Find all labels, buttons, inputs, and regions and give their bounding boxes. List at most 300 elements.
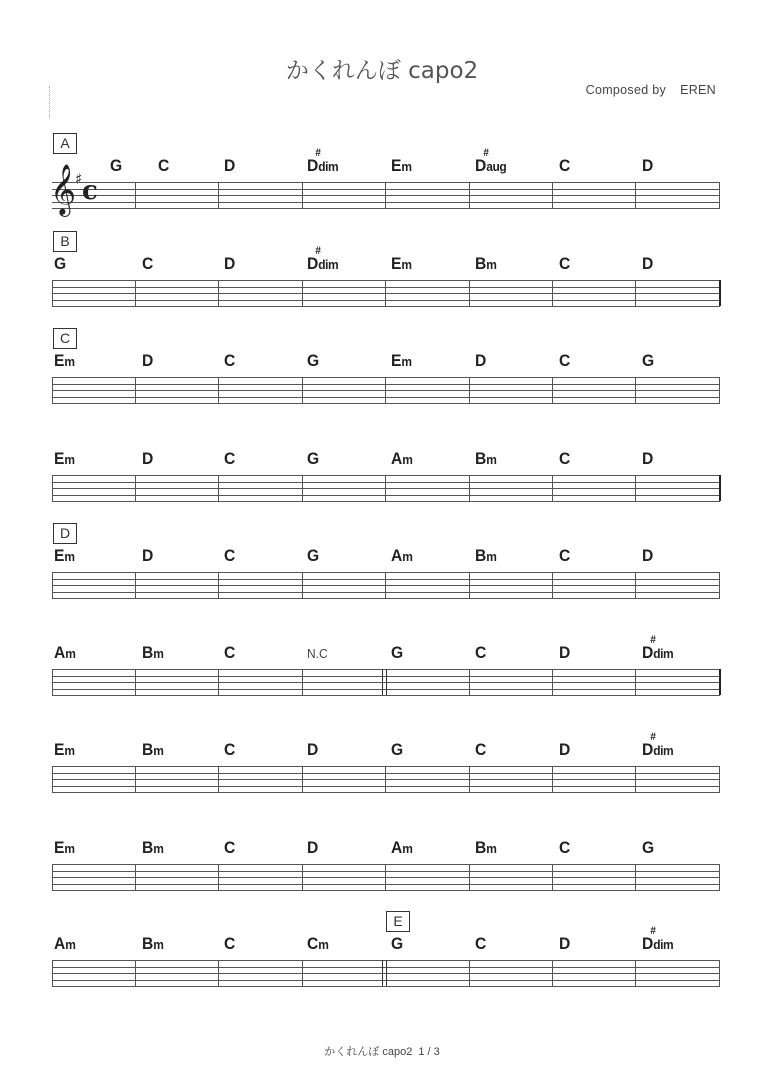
- chord-root: D: [559, 740, 571, 759]
- chord-root: C: [475, 934, 487, 953]
- barline: [218, 766, 219, 792]
- chord-quality: m: [486, 841, 497, 856]
- barline: [302, 864, 303, 890]
- barline: [469, 669, 470, 695]
- chord-root: C: [559, 546, 571, 565]
- chord-symbol: [642, 449, 653, 469]
- barline: [552, 377, 553, 403]
- barline: [635, 766, 636, 792]
- chord-root: C: [224, 838, 236, 857]
- barline: [302, 960, 303, 986]
- chord-quality: m: [153, 937, 164, 952]
- chord-symbol: [559, 838, 570, 858]
- staff-line: [52, 475, 720, 476]
- barline: [552, 475, 553, 501]
- system-row: [0, 908, 764, 1008]
- system-row: [0, 423, 764, 523]
- chord-root: G: [307, 351, 320, 370]
- barline: [469, 572, 470, 598]
- chord-quality: m: [153, 743, 164, 758]
- barline: [302, 766, 303, 792]
- chord-symbol: [142, 546, 153, 566]
- staff-line: [52, 786, 720, 787]
- chord-symbol: [391, 740, 403, 760]
- chord-root: D: [475, 156, 487, 175]
- barline: [302, 669, 303, 695]
- staff-line: [52, 208, 720, 209]
- chord-symbol: [307, 449, 319, 469]
- chord-symbol: [391, 351, 412, 371]
- chord-symbol: [642, 351, 654, 371]
- chord-symbol: [559, 156, 570, 176]
- staff-line: [52, 280, 720, 281]
- chord-root: B: [142, 740, 154, 759]
- chord-root: A: [54, 934, 66, 953]
- chord-quality: m: [402, 841, 413, 856]
- chord-root: C: [224, 643, 236, 662]
- staff-line: [52, 884, 720, 885]
- chord-symbol: [142, 643, 163, 663]
- chord-quality: m: [153, 646, 164, 661]
- chord-symbol: [391, 449, 412, 469]
- chord-symbol: [307, 934, 328, 954]
- chord-root: E: [54, 740, 65, 759]
- chord-symbol: [54, 351, 75, 371]
- chord-root: D: [642, 643, 654, 662]
- system-row: [0, 812, 764, 912]
- score-title: かくれんぼ capo2: [285, 58, 479, 84]
- chord-symbol: [559, 449, 570, 469]
- chord-quality: dim: [653, 937, 674, 952]
- chord-sharp: #: [650, 634, 656, 646]
- chord-symbol: [142, 934, 163, 954]
- chord-root: B: [475, 838, 487, 857]
- chord-root: G: [391, 643, 404, 662]
- chord-root: E: [54, 449, 65, 468]
- system-row: [0, 228, 764, 328]
- chord-symbol: [142, 351, 153, 371]
- common-time-signature: c: [82, 176, 98, 206]
- staff-line: [52, 202, 720, 203]
- chord-symbol: [54, 934, 75, 954]
- barline: [635, 182, 636, 208]
- chord-symbol: [475, 740, 486, 760]
- rehearsal-mark: A: [53, 133, 77, 154]
- chord-symbol: [559, 546, 570, 566]
- barline: [469, 766, 470, 792]
- staff-line: [52, 189, 720, 190]
- staff-line: [52, 377, 720, 378]
- staff: [52, 669, 720, 695]
- staff-line: [52, 495, 720, 496]
- chord-symbol: [307, 546, 319, 566]
- staff-line: [52, 384, 720, 385]
- staff-line: [52, 695, 720, 696]
- barline: [218, 182, 219, 208]
- staff: [52, 475, 720, 501]
- chord-root: G: [391, 740, 404, 759]
- chord-root: C: [307, 934, 319, 953]
- chord-symbol: [224, 254, 235, 274]
- composer-name: EREN: [680, 83, 716, 97]
- chord-root: E: [391, 156, 402, 175]
- staff-line: [52, 779, 720, 780]
- barline: [469, 475, 470, 501]
- barline: [719, 669, 721, 695]
- barline: [552, 669, 553, 695]
- chord-symbol: [54, 838, 75, 858]
- chord-quality: m: [402, 452, 413, 467]
- barline: [635, 572, 636, 598]
- barline: [552, 280, 553, 306]
- chord-quality: m: [401, 354, 412, 369]
- barline: [135, 475, 136, 501]
- barline: [302, 280, 303, 306]
- chord-root: D: [142, 351, 154, 370]
- staff-line: [52, 585, 720, 586]
- barline: [52, 669, 53, 695]
- system-row: [0, 617, 764, 717]
- chord-root: D: [307, 254, 319, 273]
- key-signature-sharp-icon: ♯: [75, 170, 83, 188]
- staff-line: [52, 572, 720, 573]
- staff-line: [52, 488, 720, 489]
- chord-quality: m: [64, 354, 75, 369]
- chord-sharp: #: [483, 147, 489, 159]
- chord-sharp: #: [650, 731, 656, 743]
- chord-root: C: [475, 740, 487, 759]
- chord-root: D: [307, 740, 319, 759]
- staff-line: [52, 598, 720, 599]
- chord-symbol: [391, 546, 412, 566]
- chord-symbol: [642, 634, 674, 663]
- staff: [52, 864, 720, 890]
- treble-clef-icon: 𝄞: [50, 164, 77, 215]
- chord-quality: m: [486, 257, 497, 272]
- barline: [552, 766, 553, 792]
- barline: [52, 572, 53, 598]
- barline: [719, 182, 720, 208]
- chord-symbol: [475, 934, 486, 954]
- barline: [635, 377, 636, 403]
- rehearsal-mark: C: [53, 328, 77, 349]
- chord-root: C: [224, 546, 236, 565]
- barline: [385, 864, 386, 890]
- barline: [469, 960, 470, 986]
- barline: [135, 572, 136, 598]
- barline: [135, 280, 136, 306]
- system-row: [0, 714, 764, 814]
- chord-symbol: [475, 254, 496, 274]
- chord-root: D: [142, 546, 154, 565]
- chord-symbol: [224, 351, 235, 371]
- barline: [552, 572, 553, 598]
- barline: [302, 377, 303, 403]
- barline: [385, 475, 386, 501]
- rehearsal-mark: D: [53, 523, 77, 544]
- chord-root: D: [642, 254, 654, 273]
- barline: [218, 280, 219, 306]
- barline: [135, 864, 136, 890]
- system-row: [0, 130, 764, 230]
- barline: [719, 766, 720, 792]
- chord-root: C: [475, 643, 487, 662]
- chord-symbol: [54, 546, 75, 566]
- chord-symbol: [475, 643, 486, 663]
- barline: [52, 280, 53, 306]
- barline: [552, 182, 553, 208]
- barline: [635, 669, 636, 695]
- barline: [52, 960, 53, 986]
- chord-root: B: [475, 546, 487, 565]
- chord-root: C: [224, 740, 236, 759]
- barline: [635, 475, 636, 501]
- chord-quality: m: [64, 743, 75, 758]
- staff-line: [52, 871, 720, 872]
- staff-line: [52, 287, 720, 288]
- barline: [218, 864, 219, 890]
- composed-by-label: Composed by: [585, 83, 667, 97]
- barline: [135, 377, 136, 403]
- staff-line: [52, 579, 720, 580]
- chord-quality: m: [486, 549, 497, 564]
- barline: [52, 766, 53, 792]
- chord-quality: m: [65, 646, 76, 661]
- chord-symbol: [224, 546, 235, 566]
- chord-root: A: [391, 838, 403, 857]
- chord-symbol: [307, 245, 339, 274]
- chord-root: B: [475, 254, 487, 273]
- chord-symbol: [391, 254, 412, 274]
- staff-line: [52, 766, 720, 767]
- staff-line: [52, 195, 720, 196]
- barline: [52, 377, 53, 403]
- staff-line: [52, 306, 720, 307]
- chord-symbol: [224, 156, 235, 176]
- barline: [719, 280, 721, 306]
- chord-root: D: [642, 449, 654, 468]
- chord-root: G: [110, 156, 123, 175]
- chord-root: B: [142, 838, 154, 857]
- chord-root: C: [559, 156, 571, 175]
- barline: [719, 960, 720, 986]
- barline: [135, 182, 136, 208]
- page-number: 1 / 3: [418, 1046, 440, 1058]
- staff-line: [52, 182, 720, 183]
- staff-line: [52, 390, 720, 391]
- staff-line: [52, 773, 720, 774]
- chord-quality: m: [401, 159, 412, 174]
- barline: [385, 766, 386, 792]
- chord-symbol: [391, 643, 403, 663]
- barline: [135, 669, 136, 695]
- chord-symbol: [142, 838, 163, 858]
- chord-symbol: [642, 156, 653, 176]
- chord-root: G: [307, 449, 320, 468]
- barline: [135, 960, 136, 986]
- chord-symbol: [642, 254, 653, 274]
- staff-line: [52, 403, 720, 404]
- staff: [52, 182, 720, 208]
- chord-root: C: [559, 254, 571, 273]
- chord-symbol: [475, 351, 486, 371]
- chord-root: A: [54, 643, 66, 662]
- chord-quality: dim: [318, 257, 339, 272]
- barline: [385, 377, 386, 403]
- chord-root: B: [142, 934, 154, 953]
- chord-root: E: [391, 254, 402, 273]
- barline: [135, 766, 136, 792]
- barline: [385, 182, 386, 208]
- chord-symbol: [54, 740, 75, 760]
- chord-root: E: [54, 838, 65, 857]
- chord-sharp: #: [650, 925, 656, 937]
- chord-quality: aug: [486, 159, 507, 174]
- barline: [302, 572, 303, 598]
- system-row: [0, 325, 764, 425]
- chord-root: C: [158, 156, 170, 175]
- staff-line: [52, 501, 720, 502]
- barline: [552, 960, 553, 986]
- chord-quality: m: [64, 841, 75, 856]
- chord-root: E: [54, 546, 65, 565]
- chord-symbol: [307, 351, 319, 371]
- staff: [52, 377, 720, 403]
- page-footer: [0, 1043, 764, 1059]
- system-row: [0, 520, 764, 620]
- chord-root: D: [642, 934, 654, 953]
- chord-symbol: [475, 838, 496, 858]
- staff-line: [52, 300, 720, 301]
- barline: [52, 864, 53, 890]
- chord-root: D: [559, 934, 571, 953]
- chord-quality: m: [318, 937, 329, 952]
- chord-symbol: [307, 147, 339, 176]
- staff-line: [52, 890, 720, 891]
- chord-root: B: [142, 643, 154, 662]
- chord-symbol: [642, 731, 674, 760]
- no-chord-marking: N.C: [307, 646, 328, 661]
- barline: [218, 377, 219, 403]
- chord-root: D: [642, 156, 654, 175]
- chord-symbol: [642, 546, 653, 566]
- chord-root: C: [224, 351, 236, 370]
- footer-title: かくれんぼ capo2: [324, 1046, 413, 1058]
- barline: [218, 669, 219, 695]
- chord-symbol: [224, 643, 235, 663]
- chord-symbol: [307, 740, 318, 760]
- chord-root: D: [559, 643, 571, 662]
- margin-marks: [49, 86, 52, 118]
- chord-root: G: [642, 838, 655, 857]
- barline: [469, 864, 470, 890]
- barline: [719, 475, 721, 501]
- chord-symbol: [158, 156, 169, 176]
- staff-line: [52, 592, 720, 593]
- chord-root: D: [307, 838, 319, 857]
- chord-symbol: [307, 838, 318, 858]
- chord-root: D: [307, 156, 319, 175]
- chord-sharp: #: [315, 147, 321, 159]
- barline: [469, 280, 470, 306]
- chord-root: D: [224, 254, 236, 273]
- barline: [218, 572, 219, 598]
- chord-symbol: [559, 643, 570, 663]
- barline: [52, 475, 53, 501]
- chord-root: E: [391, 351, 402, 370]
- chord-root: E: [54, 351, 65, 370]
- barline: [382, 669, 387, 695]
- chord-symbol: [391, 156, 412, 176]
- chord-symbol: [142, 254, 153, 274]
- rehearsal-mark: B: [53, 231, 77, 252]
- chord-sharp: #: [315, 245, 321, 257]
- chord-symbol: [559, 254, 570, 274]
- chord-symbol: [559, 740, 570, 760]
- chord-symbol: [391, 838, 412, 858]
- barline: [719, 572, 720, 598]
- chord-symbol: [475, 449, 496, 469]
- chord-symbol: [142, 740, 163, 760]
- chord-root: D: [642, 740, 654, 759]
- staff: [52, 960, 720, 986]
- chord-quality: dim: [653, 646, 674, 661]
- barline: [635, 280, 636, 306]
- composer-credit: [586, 83, 716, 97]
- staff-line: [52, 864, 720, 865]
- chord-root: G: [642, 351, 655, 370]
- barline: [469, 377, 470, 403]
- chord-symbol: [54, 643, 75, 663]
- chord-symbol: [559, 934, 570, 954]
- staff: [52, 766, 720, 792]
- barline: [719, 864, 720, 890]
- barline: [218, 475, 219, 501]
- chord-symbol: [224, 934, 235, 954]
- barline: [302, 475, 303, 501]
- chord-root: G: [307, 546, 320, 565]
- chord-symbol: [475, 546, 496, 566]
- chord-symbol: [224, 740, 235, 760]
- staff-line: [52, 397, 720, 398]
- chord-root: C: [559, 449, 571, 468]
- chord-symbol: [54, 449, 75, 469]
- staff-line: [52, 792, 720, 793]
- barline: [469, 182, 470, 208]
- barline: [719, 377, 720, 403]
- rehearsal-mark: E: [386, 911, 410, 932]
- chord-quality: m: [153, 841, 164, 856]
- chord-quality: m: [65, 937, 76, 952]
- chord-quality: m: [401, 257, 412, 272]
- chord-root: G: [54, 254, 67, 273]
- chord-root: D: [224, 156, 236, 175]
- chord-quality: m: [64, 549, 75, 564]
- chord-root: D: [475, 351, 487, 370]
- chord-root: C: [224, 449, 236, 468]
- chord-quality: m: [64, 452, 75, 467]
- chord-root: A: [391, 546, 403, 565]
- chord-root: B: [475, 449, 487, 468]
- barline: [385, 572, 386, 598]
- chord-root: C: [142, 254, 154, 273]
- chord-root: C: [559, 838, 571, 857]
- staff: [52, 280, 720, 306]
- chord-quality: m: [486, 452, 497, 467]
- chord-symbol: [110, 156, 122, 176]
- chord-root: D: [642, 546, 654, 565]
- chord-symbol: [642, 925, 674, 954]
